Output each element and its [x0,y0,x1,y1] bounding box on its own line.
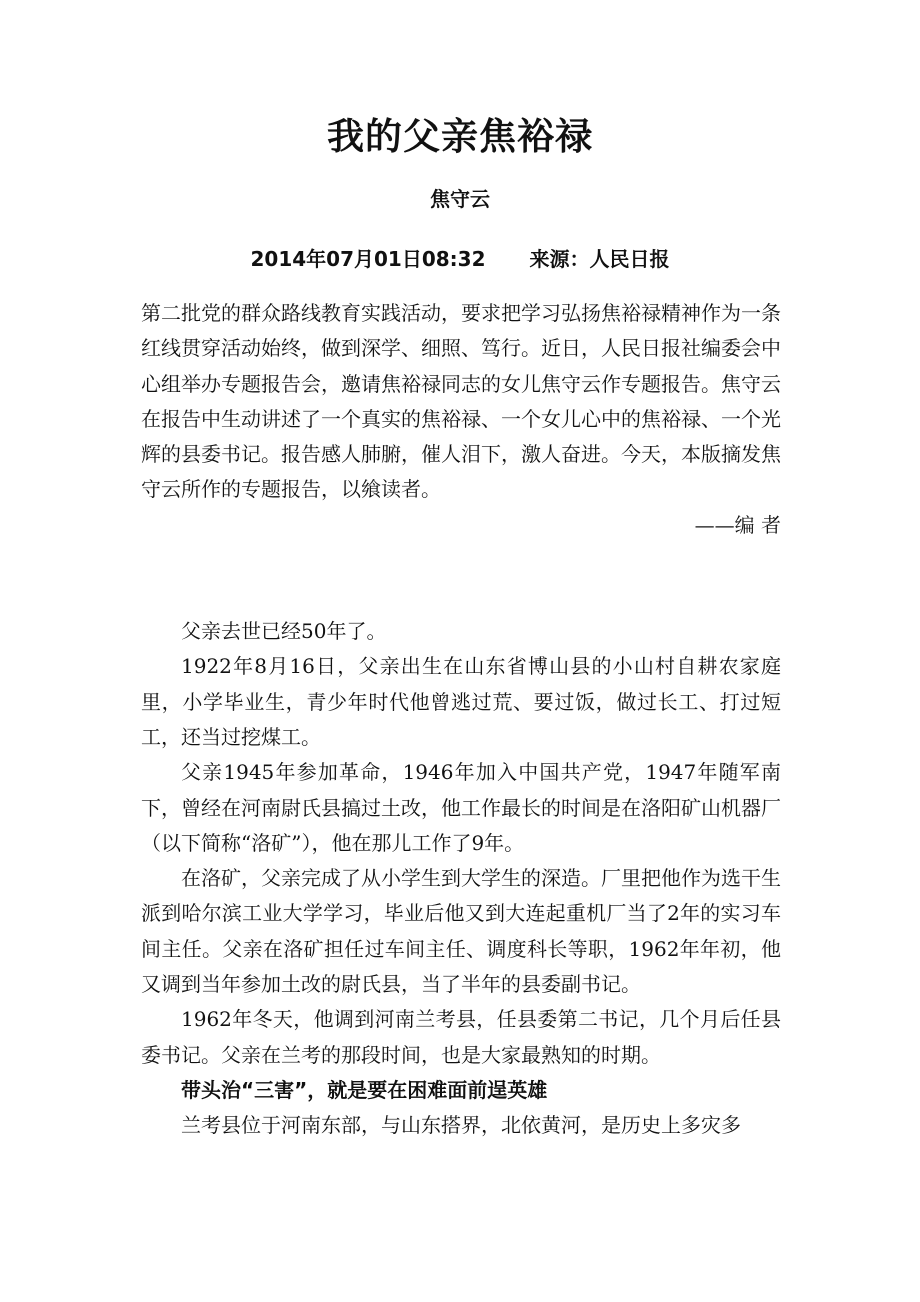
article-body [141,296,781,1144]
publish-datetime: 2014年07月01日08:32 [250,247,486,271]
section-spacer [141,543,781,614]
article-source: 来源：人民日报 [529,247,670,271]
body-paragraph: 兰考县位于河南东部，与山东搭界，北依黄河，是历史上多灾多 [181,1113,741,1138]
body-paragraph: 在洛矿，父亲完成了从小学生到大学生的深造。厂里把他作为选干生派到哈尔滨工业大学学习，毕业后他又到大连起重机厂当了2年的实习车间主任。父亲在洛矿担任过车间主任、调度科长等职，1962年年初，他又调到当年参加土改的尉氏县，当了半年的县委副书记。 [141,866,781,997]
section-heading: 带头治“三害”，就是要在困难面前逞英雄 [181,1077,548,1102]
body-paragraph: 1962年冬天，他调到河南兰考县，任县委第二书记，几个月后任县委书记。父亲在兰考的那段时间，也是大家最熟知的时期。 [141,1007,781,1067]
editor-signoff: ——编 者 [694,512,781,537]
article-author: 焦守云 [430,187,490,211]
body-paragraph: 1922年8月16日，父亲出生在山东省博山县的小山村自耕农家庭里，小学毕业生，青少年时代他曾逃过荒、要过饭，做过长工、打过短工，还当过挖煤工。 [141,654,781,749]
editor-note: 第二批党的群众路线教育实践活动，要求把学习弘扬焦裕禄精神作为一条红线贯穿活动始终，做到深学、细照、笃行。近日，人民日报社编委会中心组举办专题报告会，邀请焦裕禄同志的女儿焦守云作专题报告。焦守云在报告中生动讲述了一个真实的焦裕禄、一个女儿心中的焦裕禄、一个光辉的县委书记。报告感人肺腑，催人泪下，激人奋进。今天，本版摘发焦守云所作的专题报告，以飨读者。 [141,301,781,502]
article-title: 我的父亲焦裕禄 [327,115,593,158]
body-paragraph: 父亲1945年参加革命，1946年加入中国共产党，1947年随军南下，曾经在河南尉氏县搞过土改，他工作最长的时间是在洛阳矿山机器厂（以下简称“洛矿”），他在那儿工作了9年。 [141,760,781,855]
body-paragraph: 父亲去世已经50年了。 [181,619,387,644]
article-meta [0,243,920,272]
